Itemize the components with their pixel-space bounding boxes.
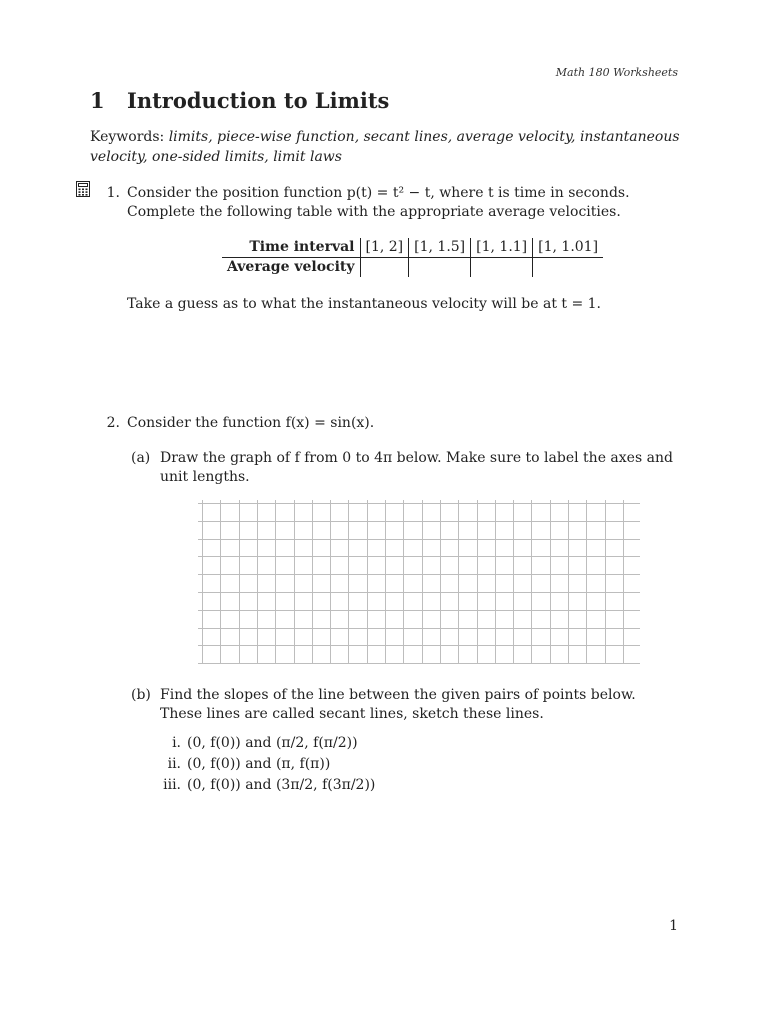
instantaneous-velocity-prompt: Take a guess as to what the instantaneous velocity will be at t = 1. (127, 296, 602, 312)
part-a-label: (a) (131, 450, 151, 466)
subitem-text: (0, f(0)) and (3π/2, f(3π/2)) (187, 777, 376, 793)
calculator-icon (76, 181, 90, 197)
question-2-number: 2. (106, 415, 120, 431)
keywords-list: limits, piece-wise function, secant lines, average velocity, instantaneous velocity, one-sided limits, limit laws (90, 129, 680, 165)
running-header: Math 180 Worksheets (555, 66, 678, 79)
part-b-text: Find the slopes of the line between the given pairs of points below. These lines are called secant lines, sketch these lines. (160, 687, 636, 722)
question-2-text: Consider the function f(x) = sin(x). (127, 415, 375, 431)
subitem-text: (0, f(0)) and (π/2, f(π/2)) (187, 735, 358, 751)
part-b-label: (b) (131, 687, 151, 703)
keywords-label: Keywords: (90, 129, 165, 145)
question-1-number: 1. (106, 185, 120, 201)
velocity-cell[interactable] (360, 258, 409, 278)
subitem-label: ii. (167, 756, 181, 772)
table-row (222, 258, 603, 278)
page-number: 1 (669, 918, 678, 934)
velocity-cell[interactable] (409, 258, 471, 278)
interval-cell: [1, 1.5] (409, 238, 471, 258)
interval-cell: [1, 1.1] (471, 238, 533, 258)
average-velocity-table (222, 238, 603, 277)
part-a-text: Draw the graph of f from 0 to 4π below. Make sure to label the axes and unit lengths. (160, 450, 673, 485)
interval-cell: [1, 1.01] (533, 238, 603, 258)
row-header-average-velocity: Average velocity (222, 258, 360, 278)
interval-cell: [1, 2] (360, 238, 409, 258)
velocity-cell[interactable] (533, 258, 603, 278)
subitem-label: i. (172, 735, 181, 751)
velocity-cell[interactable] (471, 258, 533, 278)
subitem-text: (0, f(0)) and (π, f(π)) (187, 756, 331, 772)
section-number: 1 (90, 88, 105, 113)
subitem-label: iii. (163, 777, 181, 793)
table-row (222, 238, 603, 258)
keywords-paragraph (90, 127, 680, 167)
question-1-text: Consider the position function p(t) = t² − t, where t is time in seconds. Complete the following table with the appropriate average velocities. (127, 185, 630, 220)
graph-grid[interactable] (198, 500, 640, 664)
section-title: Introduction to Limits (127, 88, 390, 113)
row-header-time-interval: Time interval (222, 238, 360, 258)
